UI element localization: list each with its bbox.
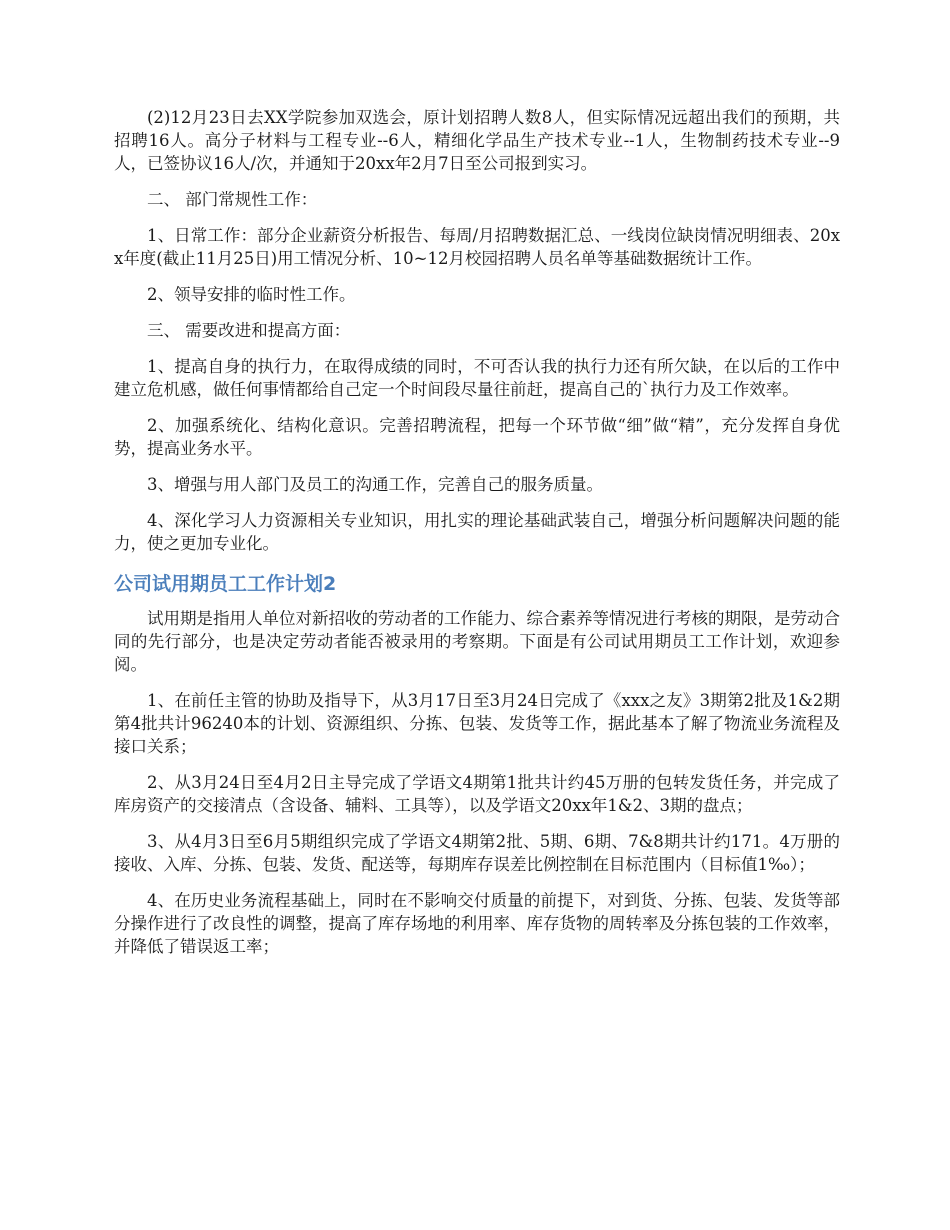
paragraph-item-4: 4、在历史业务流程基础上，同时在不影响交付质量的前提下，对到货、分拣、包装、发货等部分操作进行了改良性的调整，提高了库存场地的利用率、库存货物的周转率及分拣包装的工作效率，并降低了错误返工率；: [114, 891, 840, 956]
document-body: [114, 106, 840, 971]
paragraph-daily-work: 1、日常工作：部分企业薪资分析报告、每周/月招聘数据汇总、一线岗位缺岗情况明细表、20xx年度(截止11月25日)用工情况分析、10~12月校园招聘人员名单等基础数据统计工作。: [114, 226, 840, 268]
paragraph-temporary-work: 2、领导安排的临时性工作。: [147, 285, 356, 304]
paragraph-systematic-awareness: 2、加强系统化、结构化意识。完善招聘流程，把每一个环节做“细”做“精”，充分发挥自身优势，提高业务水平。: [114, 416, 840, 458]
section-title-routine-work: 二、 部门常规性工作：: [147, 190, 318, 209]
paragraph-item-1: 1、在前任主管的协助及指导下，从3月17日至3月24日完成了《xxx之友》3期第2批及1&2期第4批共计96240本的计划、资源组织、分拣、包装、发货等工作，据此基本了解了物流业务流程及接口关系；: [114, 691, 840, 756]
paragraph-probation-intro: 试用期是指用人单位对新招收的劳动者的工作能力、综合素养等情况进行考核的期限，是劳动合同的先行部分，也是决定劳动者能否被录用的考察期。下面是有公司试用期员工工作计划，欢迎参阅。: [114, 609, 840, 674]
paragraph-item-2: 2、从3月24日至4月2日主导完成了学语文4期第1批共计约45万册的包转发货任务，并完成了库房资产的交接清点（含设备、辅料、工具等），以及学语文20xx年1&2、3期的盘点；: [114, 773, 840, 815]
paragraph-recruitment-fair: (2)12月23日去XX学院参加双选会，原计划招聘人数8人，但实际情况远超出我们的预期，共招聘16人。高分子材料与工程专业--6人，精细化学品生产技术专业--1人，生物制药技术专业--9人，已签协议16人/次，并通知于20xx年2月7日至公司报到实习。: [114, 108, 840, 173]
section-title-improvements: 三、 需要改进和提高方面：: [147, 321, 351, 340]
paragraph-communication: 3、增强与用人部门及员工的沟通工作，完善自己的服务质量。: [147, 475, 603, 494]
paragraph-item-3: 3、从4月3日至6月5期组织完成了学语文4期第2批、5期、6期、7&8期共计约171。4万册的接收、入库、分拣、包装、发货、配送等，每期库存误差比例控制在目标范围内（目标值1‰）；: [114, 832, 840, 874]
section-heading-plan-2: 公司试用期员工工作计划2: [114, 573, 337, 595]
paragraph-improve-execution: 1、提高自身的执行力，在取得成绩的同时，不可否认我的执行力还有所欠缺，在以后的工作中建立危机感，做任何事情都给自己定一个时间段尽量往前赶，提高自己的`执行力及工作效率。: [114, 357, 840, 399]
paragraph-professional-study: 4、深化学习人力资源相关专业知识，用扎实的理论基础武装自己，增强分析问题解决问题的能力，使之更加专业化。: [114, 511, 840, 553]
